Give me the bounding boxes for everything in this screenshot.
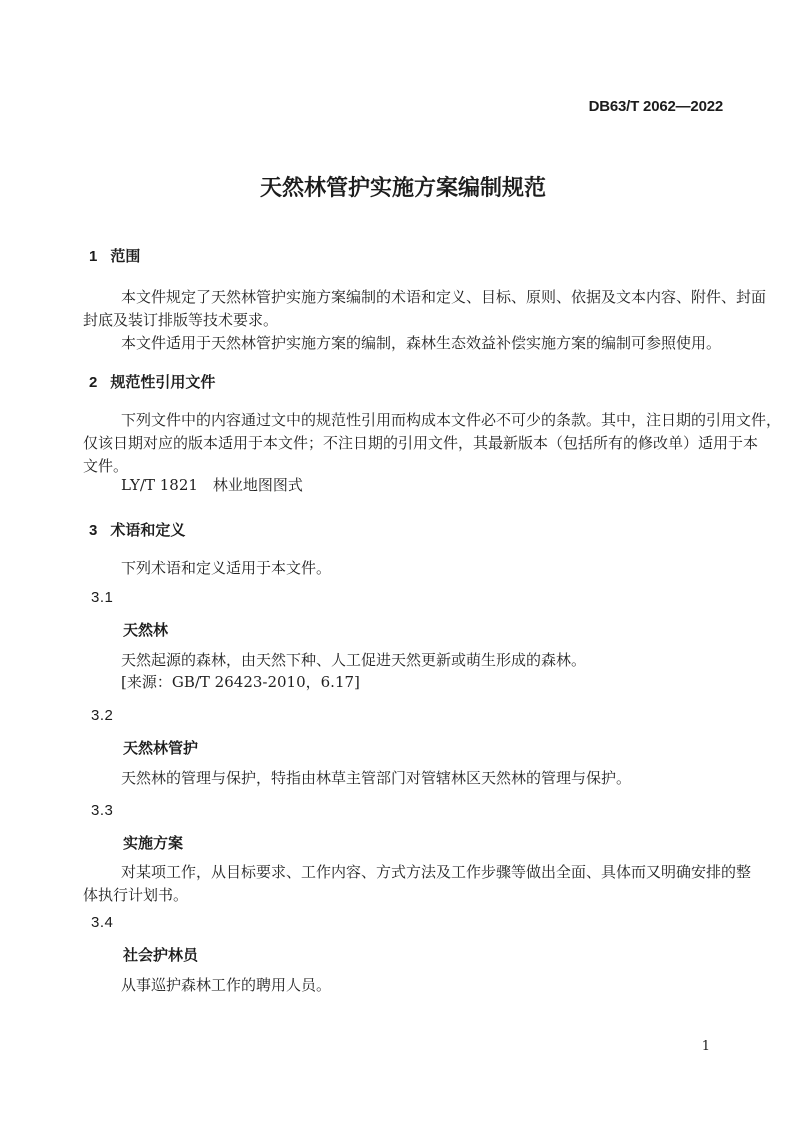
term-definition-line: 天然林的管理与保护，特指由林草主管部门对管辖林区天然林的管理与保护。 bbox=[121, 769, 632, 787]
section-2-heading bbox=[89, 371, 215, 392]
body-line: 下列文件中的内容通过文中的规范性引用而构成本文件必不可少的条款。其中，注日期的引用文件， bbox=[121, 411, 782, 429]
body-line: 文件。 bbox=[83, 457, 129, 475]
clause-number: 3.2 bbox=[91, 707, 114, 724]
page-number: 1 bbox=[701, 1039, 710, 1054]
term-name: 天然林管护 bbox=[123, 740, 199, 757]
body-line: 下列术语和定义适用于本文件。 bbox=[121, 559, 332, 577]
section-title: 术语和定义 bbox=[110, 522, 186, 539]
section-title: 规范性引用文件 bbox=[110, 374, 216, 391]
section-number: 3 bbox=[89, 522, 98, 539]
body-line: 封底及装订排版等技术要求。 bbox=[83, 311, 279, 329]
clause-number: 3.4 bbox=[91, 914, 114, 931]
term-definition-line: 从事巡护森林工作的聘用人员。 bbox=[121, 976, 332, 994]
body-line: 本文件适用于天然林管护实施方案的编制，森林生态效益补偿实施方案的编制可参照使用。 bbox=[121, 334, 722, 352]
standard-code: DB63/T 2062—2022 bbox=[588, 98, 723, 115]
clause-number: 3.1 bbox=[91, 589, 114, 606]
clause-number: 3.3 bbox=[91, 802, 114, 819]
section-1-heading bbox=[89, 245, 140, 266]
section-3-heading bbox=[89, 519, 185, 540]
normative-reference: LY/T 1821 林业地图图式 bbox=[121, 476, 303, 494]
term-name: 天然林 bbox=[123, 622, 169, 639]
document-title: 天然林管护实施方案编制规范 bbox=[259, 175, 546, 200]
section-title: 范围 bbox=[110, 248, 141, 265]
term-definition-line: 天然起源的森林，由天然下种、人工促进天然更新或萌生形成的森林。 bbox=[121, 651, 587, 669]
term-definition-line: 对某项工作，从目标要求、工作内容、方式方法及工作步骤等做出全面、具体而又明确安排的整 bbox=[121, 863, 752, 881]
term-name: 实施方案 bbox=[123, 835, 184, 852]
body-line: 本文件规定了天然林管护实施方案编制的术语和定义、目标、原则、依据及文本内容、附件、封面 bbox=[121, 288, 767, 306]
source-reference: [来源：GB/T 26423-2010，6.17] bbox=[121, 673, 360, 691]
term-name: 社会护林员 bbox=[123, 947, 199, 964]
body-line: 仅该日期对应的版本适用于本文件；不注日期的引用文件，其最新版本（包括所有的修改单）适用于本 bbox=[83, 434, 759, 452]
section-number: 2 bbox=[89, 374, 98, 391]
section-number: 1 bbox=[89, 248, 98, 265]
term-definition-line: 体执行计划书。 bbox=[83, 886, 189, 904]
